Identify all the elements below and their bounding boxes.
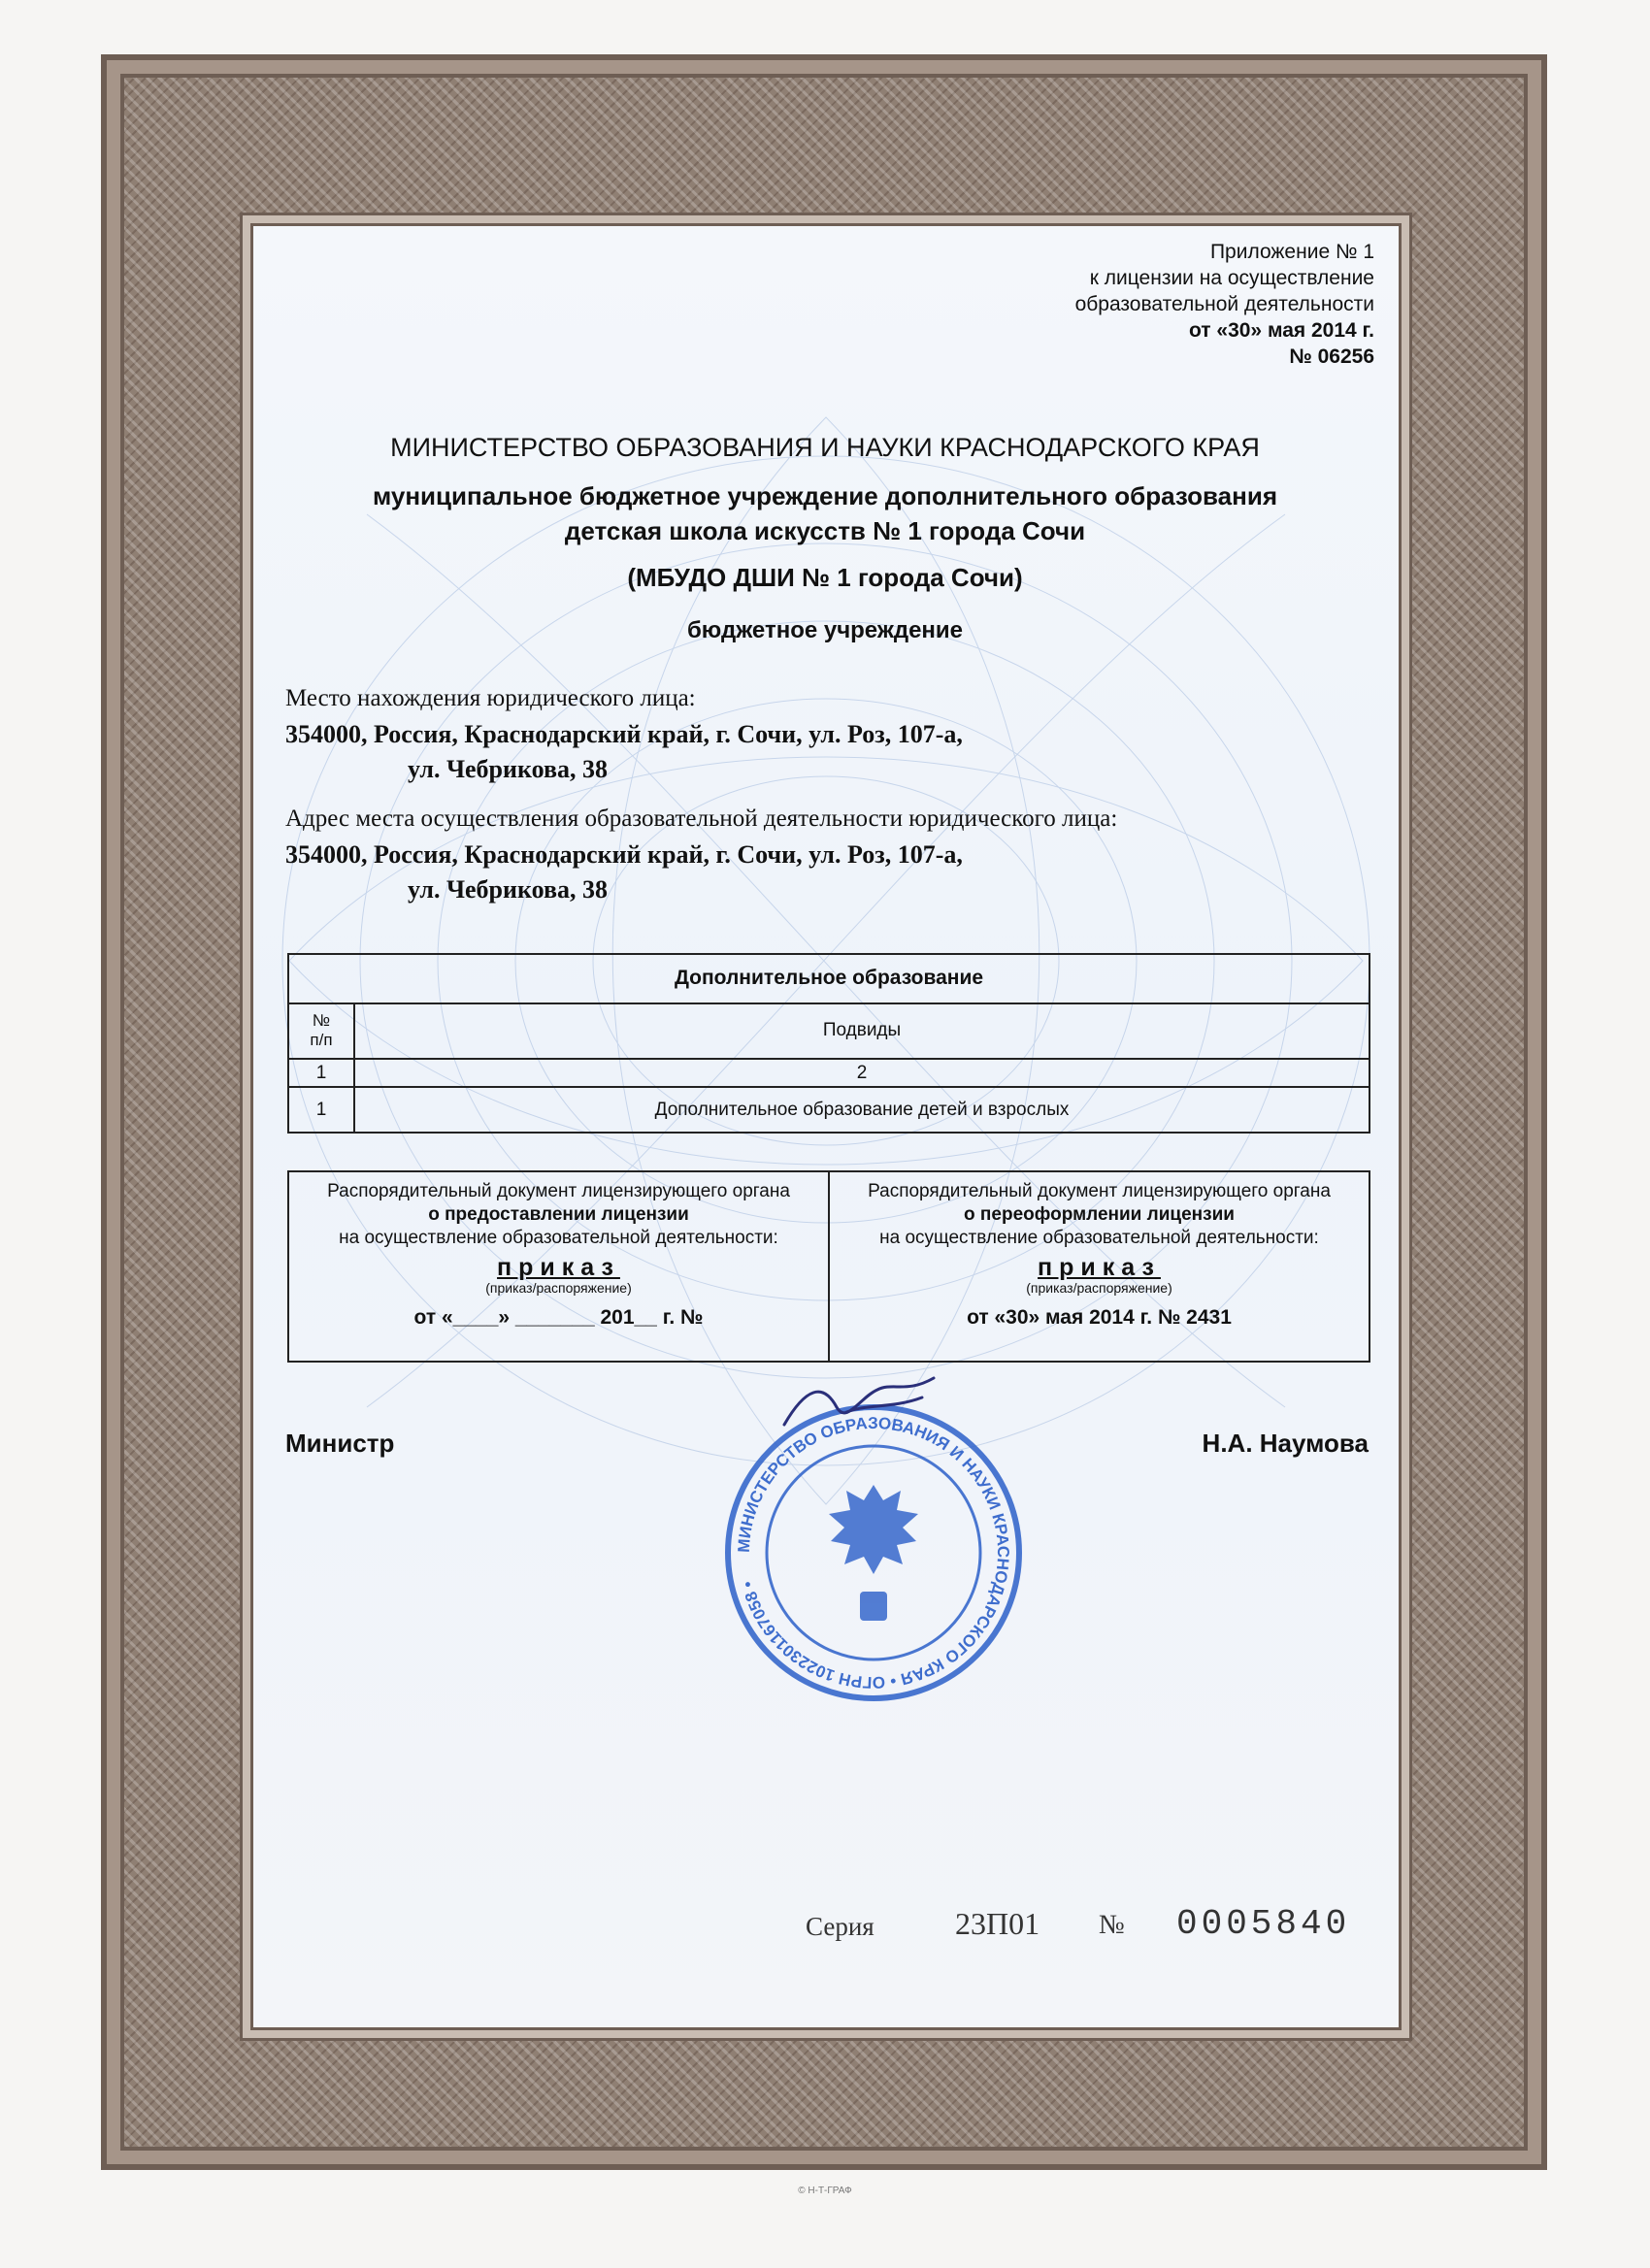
series-label: Серия: [806, 1912, 874, 1941]
order-kind-hint: (приказ/распоряжение): [1026, 1280, 1172, 1296]
activity-address-label: Адрес места осуществления образовательной деятельности юридического лица:: [285, 805, 1118, 832]
table-row: [288, 1087, 1370, 1133]
blank-number-label: №: [1099, 1910, 1125, 1940]
annex-line: Приложение № 1: [1209, 241, 1374, 263]
org-name-line2: детская школа искусств № 1 города Сочи: [564, 516, 1086, 545]
org-type: бюджетное учреждение: [686, 617, 964, 643]
ministry-title: МИНИСТЕРСТВО ОБРАЗОВАНИЯ И НАУКИ КРАСНОДАРСКОГО КРАЯ: [390, 433, 1260, 462]
org-name-line1: муниципальное бюджетное учреждение дополнительного образования: [372, 481, 1277, 510]
order-grant: [289, 1172, 828, 1361]
index-cell: 1: [288, 1059, 354, 1088]
order-reissue: [828, 1172, 1369, 1361]
official-seal: [718, 1397, 1029, 1708]
legal-address-line1: 354000, Россия, Краснодарский край, г. Сочи, ул. Роз, 107-а,: [285, 720, 963, 748]
column-header-num: № п/п: [288, 1003, 354, 1059]
coat-of-arms-icon: [829, 1485, 918, 1621]
activity-address-line2: ул. Чебрикова, 38: [408, 875, 609, 904]
legal-address-label: Место нахождения юридического лица:: [285, 685, 696, 711]
row-num: 1: [288, 1087, 354, 1133]
column-header-subtypes: Подвиды: [354, 1003, 1370, 1059]
annex-line: к лицензии на осуществление: [1089, 267, 1374, 289]
order-kind: приказ: [497, 1254, 620, 1281]
order-kind: приказ: [1038, 1254, 1161, 1281]
annex-block: [792, 239, 1374, 370]
table-title: Дополнительное образование: [288, 954, 1370, 1003]
legal-address-line2: ул. Чебрикова, 38: [408, 755, 609, 783]
order-line: на осуществление образовательной деятельности:: [339, 1228, 778, 1248]
order-subject: о предоставлении лицензии: [428, 1204, 689, 1225]
signatory-name: Н.А. Наумова: [1202, 1429, 1369, 1458]
order-line: на осуществление образовательной деятельности:: [879, 1228, 1319, 1248]
row-subtype: Дополнительное образование детей и взрослых: [354, 1087, 1370, 1133]
annex-line: образовательной деятельности: [1074, 293, 1374, 315]
signature: [776, 1368, 941, 1436]
order-date: от «____» _______ 201__ г. №: [413, 1306, 704, 1329]
blank-number: 0005840: [1176, 1904, 1351, 1944]
education-table: [287, 953, 1370, 1134]
order-subject: о переоформлении лицензии: [964, 1204, 1235, 1225]
order-line: Распорядительный документ лицензирующего органа: [327, 1181, 790, 1201]
series-value: 23П01: [955, 1906, 1040, 1941]
order-line: Распорядительный документ лицензирующего органа: [868, 1181, 1331, 1201]
annex-date: от «30» мая 2014 г.: [1188, 319, 1374, 342]
printer-mark: © Н-Т-ГРАФ: [798, 2186, 852, 2196]
orders-table: [287, 1170, 1370, 1363]
index-cell: 2: [354, 1059, 1370, 1088]
org-short-name: (МБУДО ДШИ № 1 города Сочи): [627, 563, 1023, 592]
activity-address-line1: 354000, Россия, Краснодарский край, г. Сочи, ул. Роз, 107-а,: [285, 840, 963, 869]
annex-number: № 06256: [1289, 345, 1374, 368]
signatory-position: Министр: [285, 1429, 395, 1458]
order-kind-hint: (приказ/распоряжение): [485, 1280, 632, 1296]
order-date: от «30» мая 2014 г. № 2431: [967, 1306, 1232, 1329]
seal-text: МИНИСТЕРСТВО ОБРАЗОВАНИЯ И НАУКИ КРАСНОДАРСКОГО КРАЯ • ОГРН 1022301167058 •: [734, 1413, 1013, 1693]
